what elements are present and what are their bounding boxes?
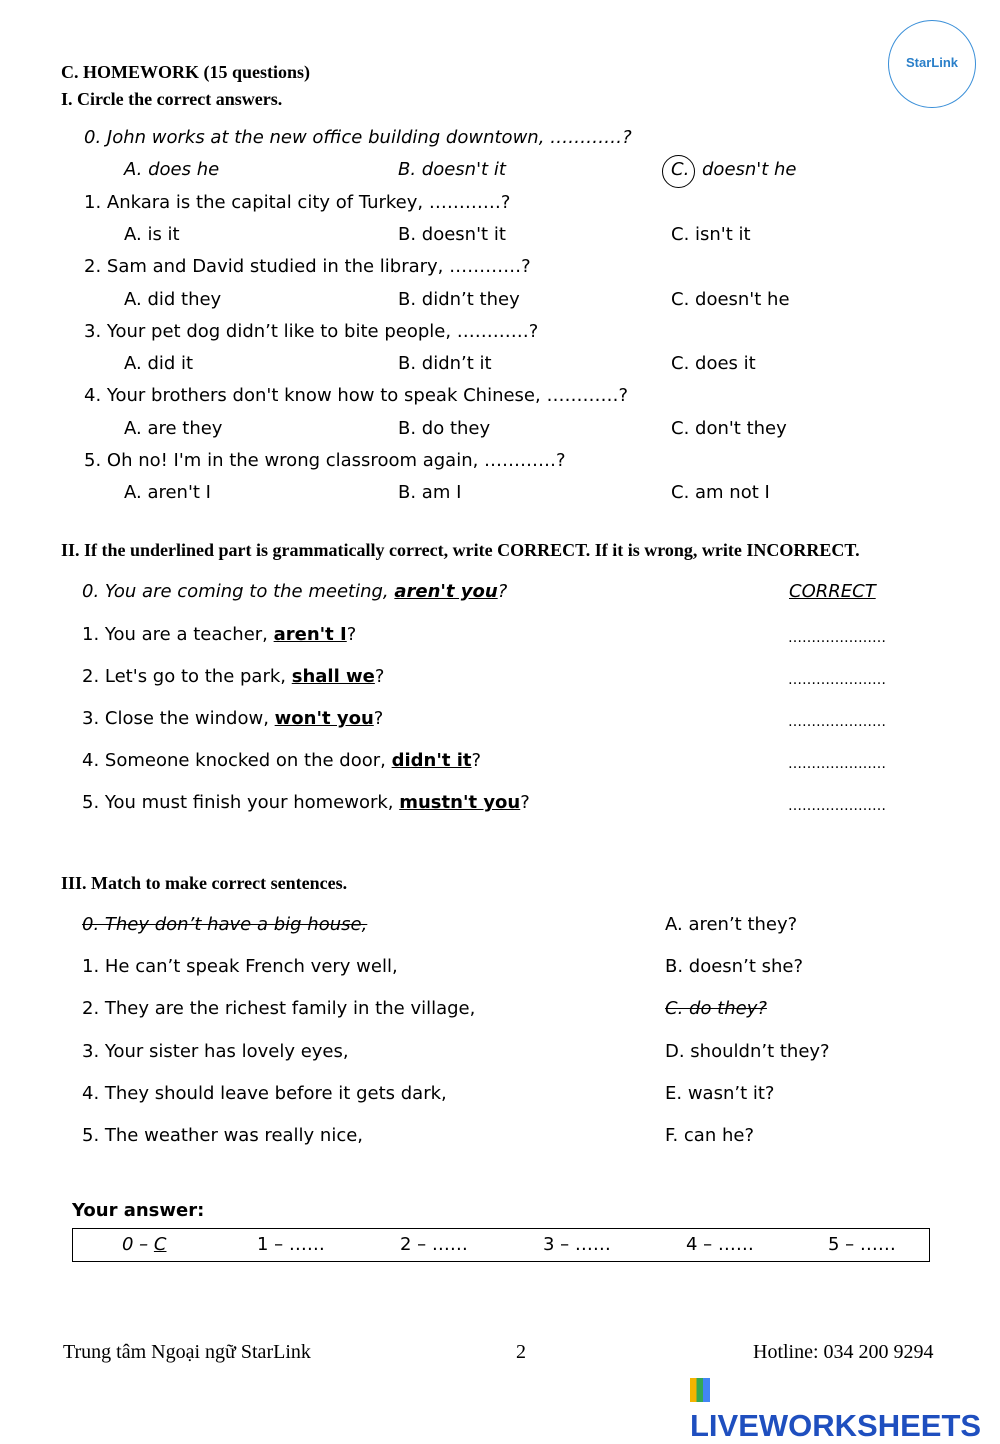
p3-left-2: 2. They are the richest family in the village, <box>82 998 476 1019</box>
p2-item-5-post: ? <box>520 792 530 813</box>
p2-item-1-tag: aren't I <box>273 624 347 645</box>
q4-option-b[interactable]: B. do they <box>398 418 491 439</box>
p3-right-c: C. do they? <box>665 998 767 1019</box>
p2-answer-0: CORRECT <box>789 581 876 602</box>
p2-item-0-tag: aren't you <box>394 581 498 602</box>
p2-item-5-pre: 5. You must finish your homework, <box>82 792 400 813</box>
q1-option-c[interactable]: C. isn't it <box>671 224 751 245</box>
answer-2[interactable]: 2 – …… <box>400 1234 468 1255</box>
q2-option-c[interactable]: C. doesn't he <box>671 289 790 310</box>
q0-option-b[interactable]: B. doesn't it <box>398 159 506 180</box>
p3-right-d: D. shouldn’t they? <box>665 1041 830 1062</box>
q3-option-b[interactable]: B. didn’t it <box>398 353 492 374</box>
p2-answer-2[interactable]: ………………… <box>788 672 886 688</box>
q3-text: 3. Your pet dog didn’t like to bite people, …………? <box>84 321 539 342</box>
answer-0 <box>122 1234 166 1255</box>
q4-text: 4. Your brothers don't know how to speak Chinese, …………? <box>84 385 629 406</box>
q1-option-a[interactable]: A. is it <box>124 224 180 245</box>
answer-4[interactable]: 4 – …… <box>686 1234 754 1255</box>
p3-left-1: 1. He can’t speak French very well, <box>82 956 398 977</box>
p3-right-b: B. doesn’t she? <box>665 956 804 977</box>
q0-text: 0. John works at the new office building downtown, …………? <box>84 127 632 148</box>
p3-left-5: 5. The weather was really nice, <box>82 1125 364 1146</box>
q0-option-c-text[interactable]: doesn't he <box>702 159 797 180</box>
liveworksheets-text: LIVEWORKSHEETS <box>690 1408 982 1443</box>
p2-answer-1[interactable]: ………………… <box>788 630 886 646</box>
starlink-logo <box>888 20 976 108</box>
answer-3[interactable]: 3 – …… <box>543 1234 611 1255</box>
p2-item-0-post: ? <box>497 581 508 602</box>
p2-item-3-pre: 3. Close the window, <box>82 708 275 729</box>
p2-item-3-tag: won't you <box>274 708 374 729</box>
p3-right-a: A. aren’t they? <box>665 914 798 935</box>
logo-text: StarLink <box>905 55 958 70</box>
part3-title: III. Match to make correct sentences. <box>61 873 348 893</box>
p3-left-0: 0. They don’t have a big house, <box>82 914 368 935</box>
q5-option-b[interactable]: B. am I <box>398 482 462 503</box>
answer-label: Your answer: <box>72 1200 205 1221</box>
answer-box <box>72 1228 930 1262</box>
p2-item-1 <box>82 624 356 645</box>
answer-1[interactable]: 1 – …… <box>257 1234 325 1255</box>
p2-item-2-tag: shall we <box>291 666 375 687</box>
q5-option-a[interactable]: A. aren't I <box>124 482 211 503</box>
q4-option-c[interactable]: C. don't they <box>671 418 787 439</box>
answer-0-value: C <box>153 1234 167 1255</box>
answer-0-pre: 0 – <box>122 1234 154 1255</box>
q3-option-c[interactable]: C. does it <box>671 353 756 374</box>
liveworksheets-icon <box>690 1378 710 1402</box>
p2-item-5-tag: mustn't you <box>399 792 521 813</box>
part1-title: I. Circle the correct answers. <box>61 89 283 109</box>
p2-item-4-post: ? <box>471 750 482 771</box>
q5-text: 5. Oh no! I'm in the wrong classroom again, …………? <box>84 450 566 471</box>
p2-item-1-pre: 1. You are a teacher, <box>82 624 274 645</box>
q4-option-a[interactable]: A. are they <box>124 418 223 439</box>
answer-5[interactable]: 5 – …… <box>828 1234 896 1255</box>
p3-right-f: F. can he? <box>665 1125 754 1146</box>
footer-hotline: Hotline: 034 200 9294 <box>753 1341 934 1363</box>
q1-option-b[interactable]: B. doesn't it <box>398 224 506 245</box>
p2-item-2-post: ? <box>374 666 385 687</box>
q2-option-b[interactable]: B. didn’t they <box>398 289 520 310</box>
p2-answer-5[interactable]: ………………… <box>788 798 886 814</box>
p2-item-2-pre: 2. Let's go to the park, <box>82 666 292 687</box>
p2-item-5 <box>82 792 530 813</box>
p3-left-4: 4. They should leave before it gets dark, <box>82 1083 447 1104</box>
footer-page-number: 2 <box>516 1341 526 1363</box>
p2-item-0-pre: 0. You are coming to the meeting, <box>82 581 395 602</box>
p2-item-4-tag: didn't it <box>391 750 472 771</box>
p2-item-2 <box>82 666 384 687</box>
q5-option-c[interactable]: C. am not I <box>671 482 770 503</box>
p2-answer-3[interactable]: ………………… <box>788 714 886 730</box>
q0-option-c-letter[interactable]: C. <box>671 159 690 180</box>
p2-answer-4[interactable]: ………………… <box>788 756 886 772</box>
p3-right-e: E. wasn’t it? <box>665 1083 775 1104</box>
p2-item-4 <box>82 750 481 771</box>
liveworksheets-logo <box>690 1372 1000 1444</box>
p3-left-3: 3. Your sister has lovely eyes, <box>82 1041 349 1062</box>
p2-item-3-post: ? <box>373 708 384 729</box>
q2-text: 2. Sam and David studied in the library, …………? <box>84 256 531 277</box>
p2-item-4-pre: 4. Someone knocked on the door, <box>82 750 392 771</box>
p2-item-0 <box>82 581 507 602</box>
q0-option-a[interactable]: A. does he <box>124 159 220 180</box>
p2-item-3 <box>82 708 383 729</box>
section-title: C. HOMEWORK (15 questions) <box>61 62 311 82</box>
part2-title: II. If the underlined part is grammatically correct, write CORRECT. If it is wrong, write INCORRECT. <box>61 540 860 560</box>
p2-item-1-post: ? <box>346 624 357 645</box>
q2-option-a[interactable]: A. did they <box>124 289 222 310</box>
q1-text: 1. Ankara is the capital city of Turkey, …………? <box>84 192 511 213</box>
q3-option-a[interactable]: A. did it <box>124 353 194 374</box>
footer-center-name: Trung tâm Ngoại ngữ StarLink <box>63 1341 311 1363</box>
